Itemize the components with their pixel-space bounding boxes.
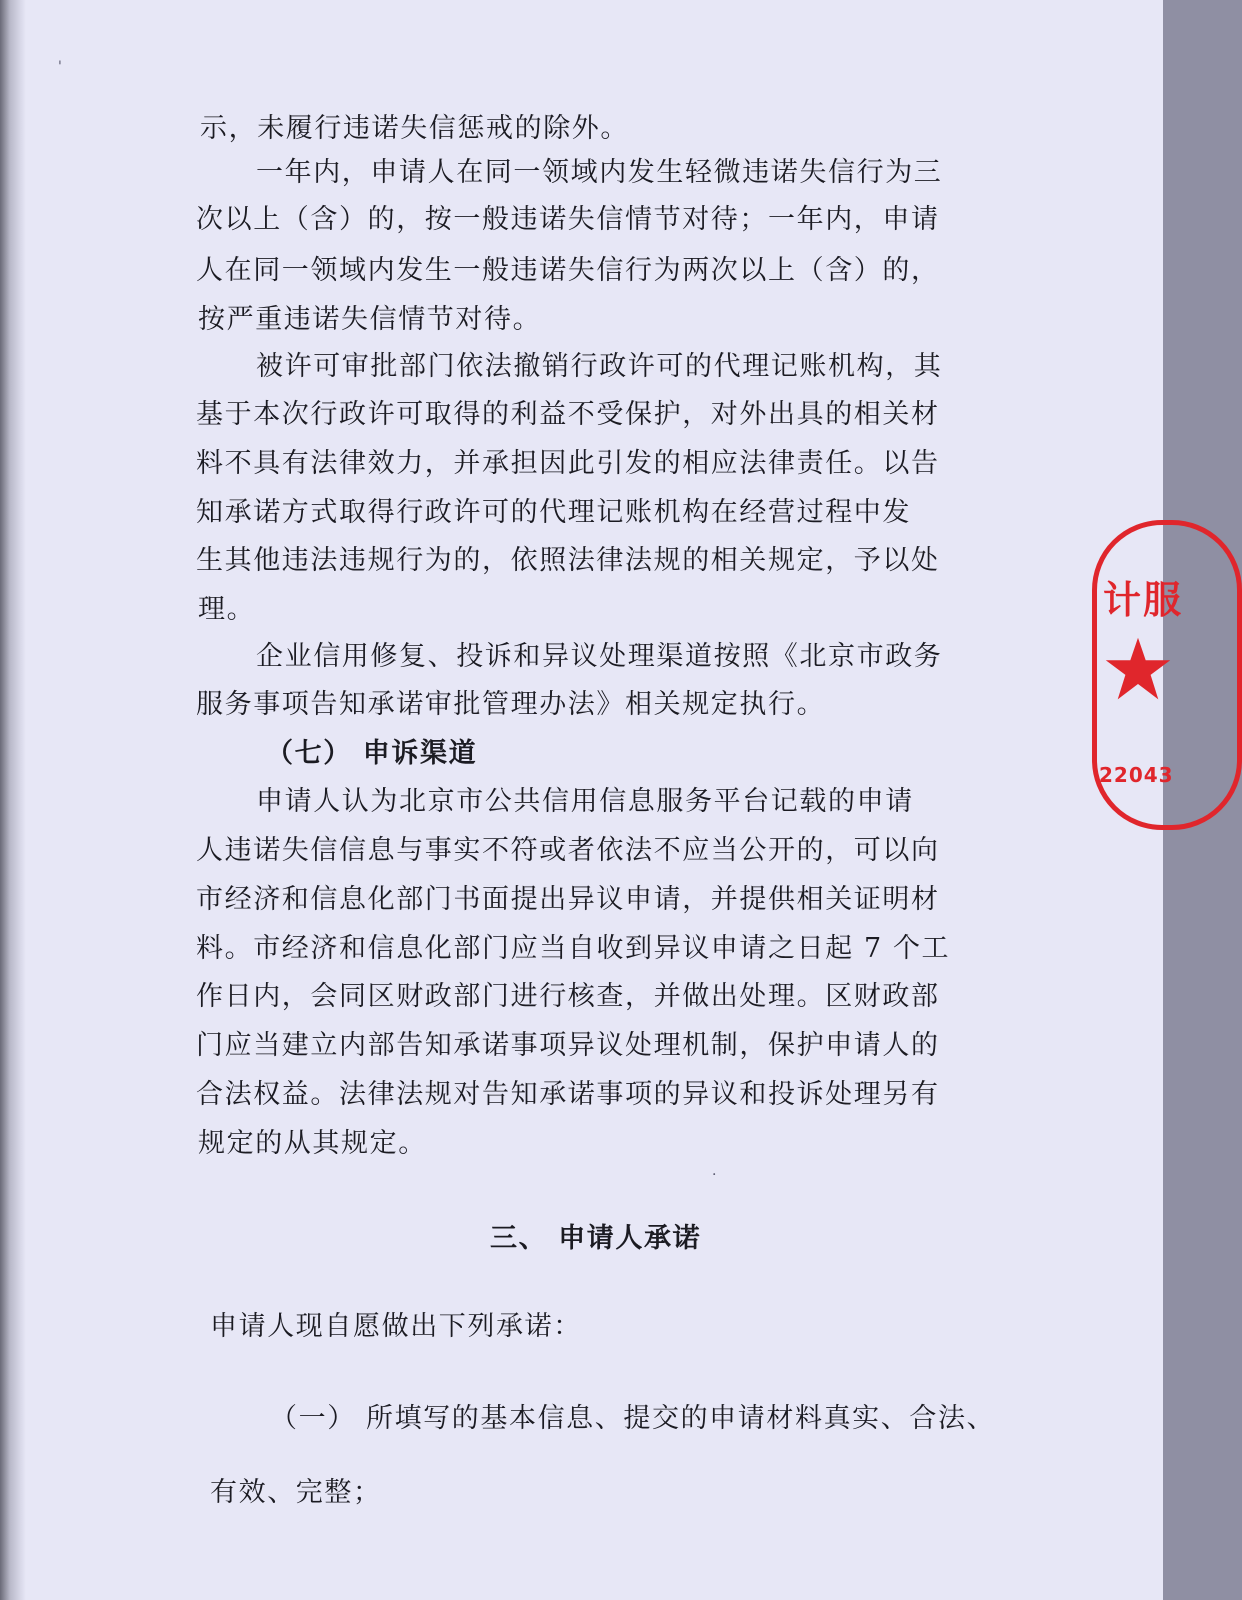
star-icon — [1103, 635, 1173, 705]
text-line: 一年内，申请人在同一领域内发生轻微违诺失信行为三 — [256, 157, 943, 188]
text-line: 门应当建立内部告知承诺事项异议处理机制，保护申请人的 — [196, 1030, 940, 1061]
text-line: 人违诺失信信息与事实不符或者依法不应当公开的，可以向 — [196, 835, 940, 866]
text-line: 作日内，会同区财政部门进行核查，并做出处理。区财政部 — [196, 981, 940, 1012]
text-line: （一） 所填写的基本信息、提交的申请材料真实、合法、 — [270, 1403, 996, 1434]
text-line: 知承诺方式取得行政许可的代理记账机构在经营过程中发 — [196, 497, 911, 528]
text-line: 生其他违法违规行为的，依照法律法规的相关规定，予以处 — [196, 545, 940, 576]
text-line: 示，未履行违诺失信惩戒的除外。 — [200, 113, 629, 144]
text-line: 次以上（含）的，按一般违诺失信情节对待；一年内，申请 — [196, 204, 940, 235]
seal-code: 22043 — [1099, 763, 1174, 787]
text-line: 被许可审批部门依法撤销行政许可的代理记账机构，其 — [256, 351, 943, 382]
text-line: 企业信用修复、投诉和异议处理渠道按照《北京市政务 — [256, 641, 943, 672]
text-line: 规定的从其规定。 — [198, 1128, 427, 1159]
text-line: 按严重违诺失信情节对待。 — [198, 304, 542, 335]
text-line: 申请人现自愿做出下列承诺： — [210, 1311, 582, 1342]
section-heading-appeal: （七） 申诉渠道 — [266, 738, 478, 769]
official-seal — [1092, 520, 1242, 830]
text-line: 市经济和信息化部门书面提出异议申请，并提供相关证明材 — [196, 884, 940, 915]
text-line: 基于本次行政许可取得的利益不受保护，对外出具的相关材 — [196, 399, 940, 430]
seal-text: 计服 — [1103, 578, 1184, 622]
text-line: 申请人认为北京市公共信用信息服务平台记载的申请 — [256, 786, 914, 817]
text-line: 料不具有法律效力，并承担因此引发的相应法律责任。以告 — [196, 448, 940, 479]
scan-dust-mark: ' — [58, 59, 62, 75]
text-line: 服务事项告知承诺审批管理办法》相关规定执行。 — [196, 689, 826, 720]
text-line: 人在同一领域内发生一般违诺失信行为两次以上（含）的， — [196, 255, 940, 286]
scan-dust-mark: · — [712, 1167, 717, 1183]
text-line: 有效、完整； — [210, 1477, 382, 1508]
text-line: 料。市经济和信息化部门应当自收到异议申请之日起 7 个工 — [196, 933, 951, 964]
text-line: 合法权益。法律法规对告知承诺事项的异议和投诉处理另有 — [196, 1079, 940, 1110]
scan-left-edge — [0, 0, 26, 1600]
text-line: 理。 — [198, 594, 256, 625]
section-heading-commitment: 三、 申请人承诺 — [490, 1223, 702, 1254]
